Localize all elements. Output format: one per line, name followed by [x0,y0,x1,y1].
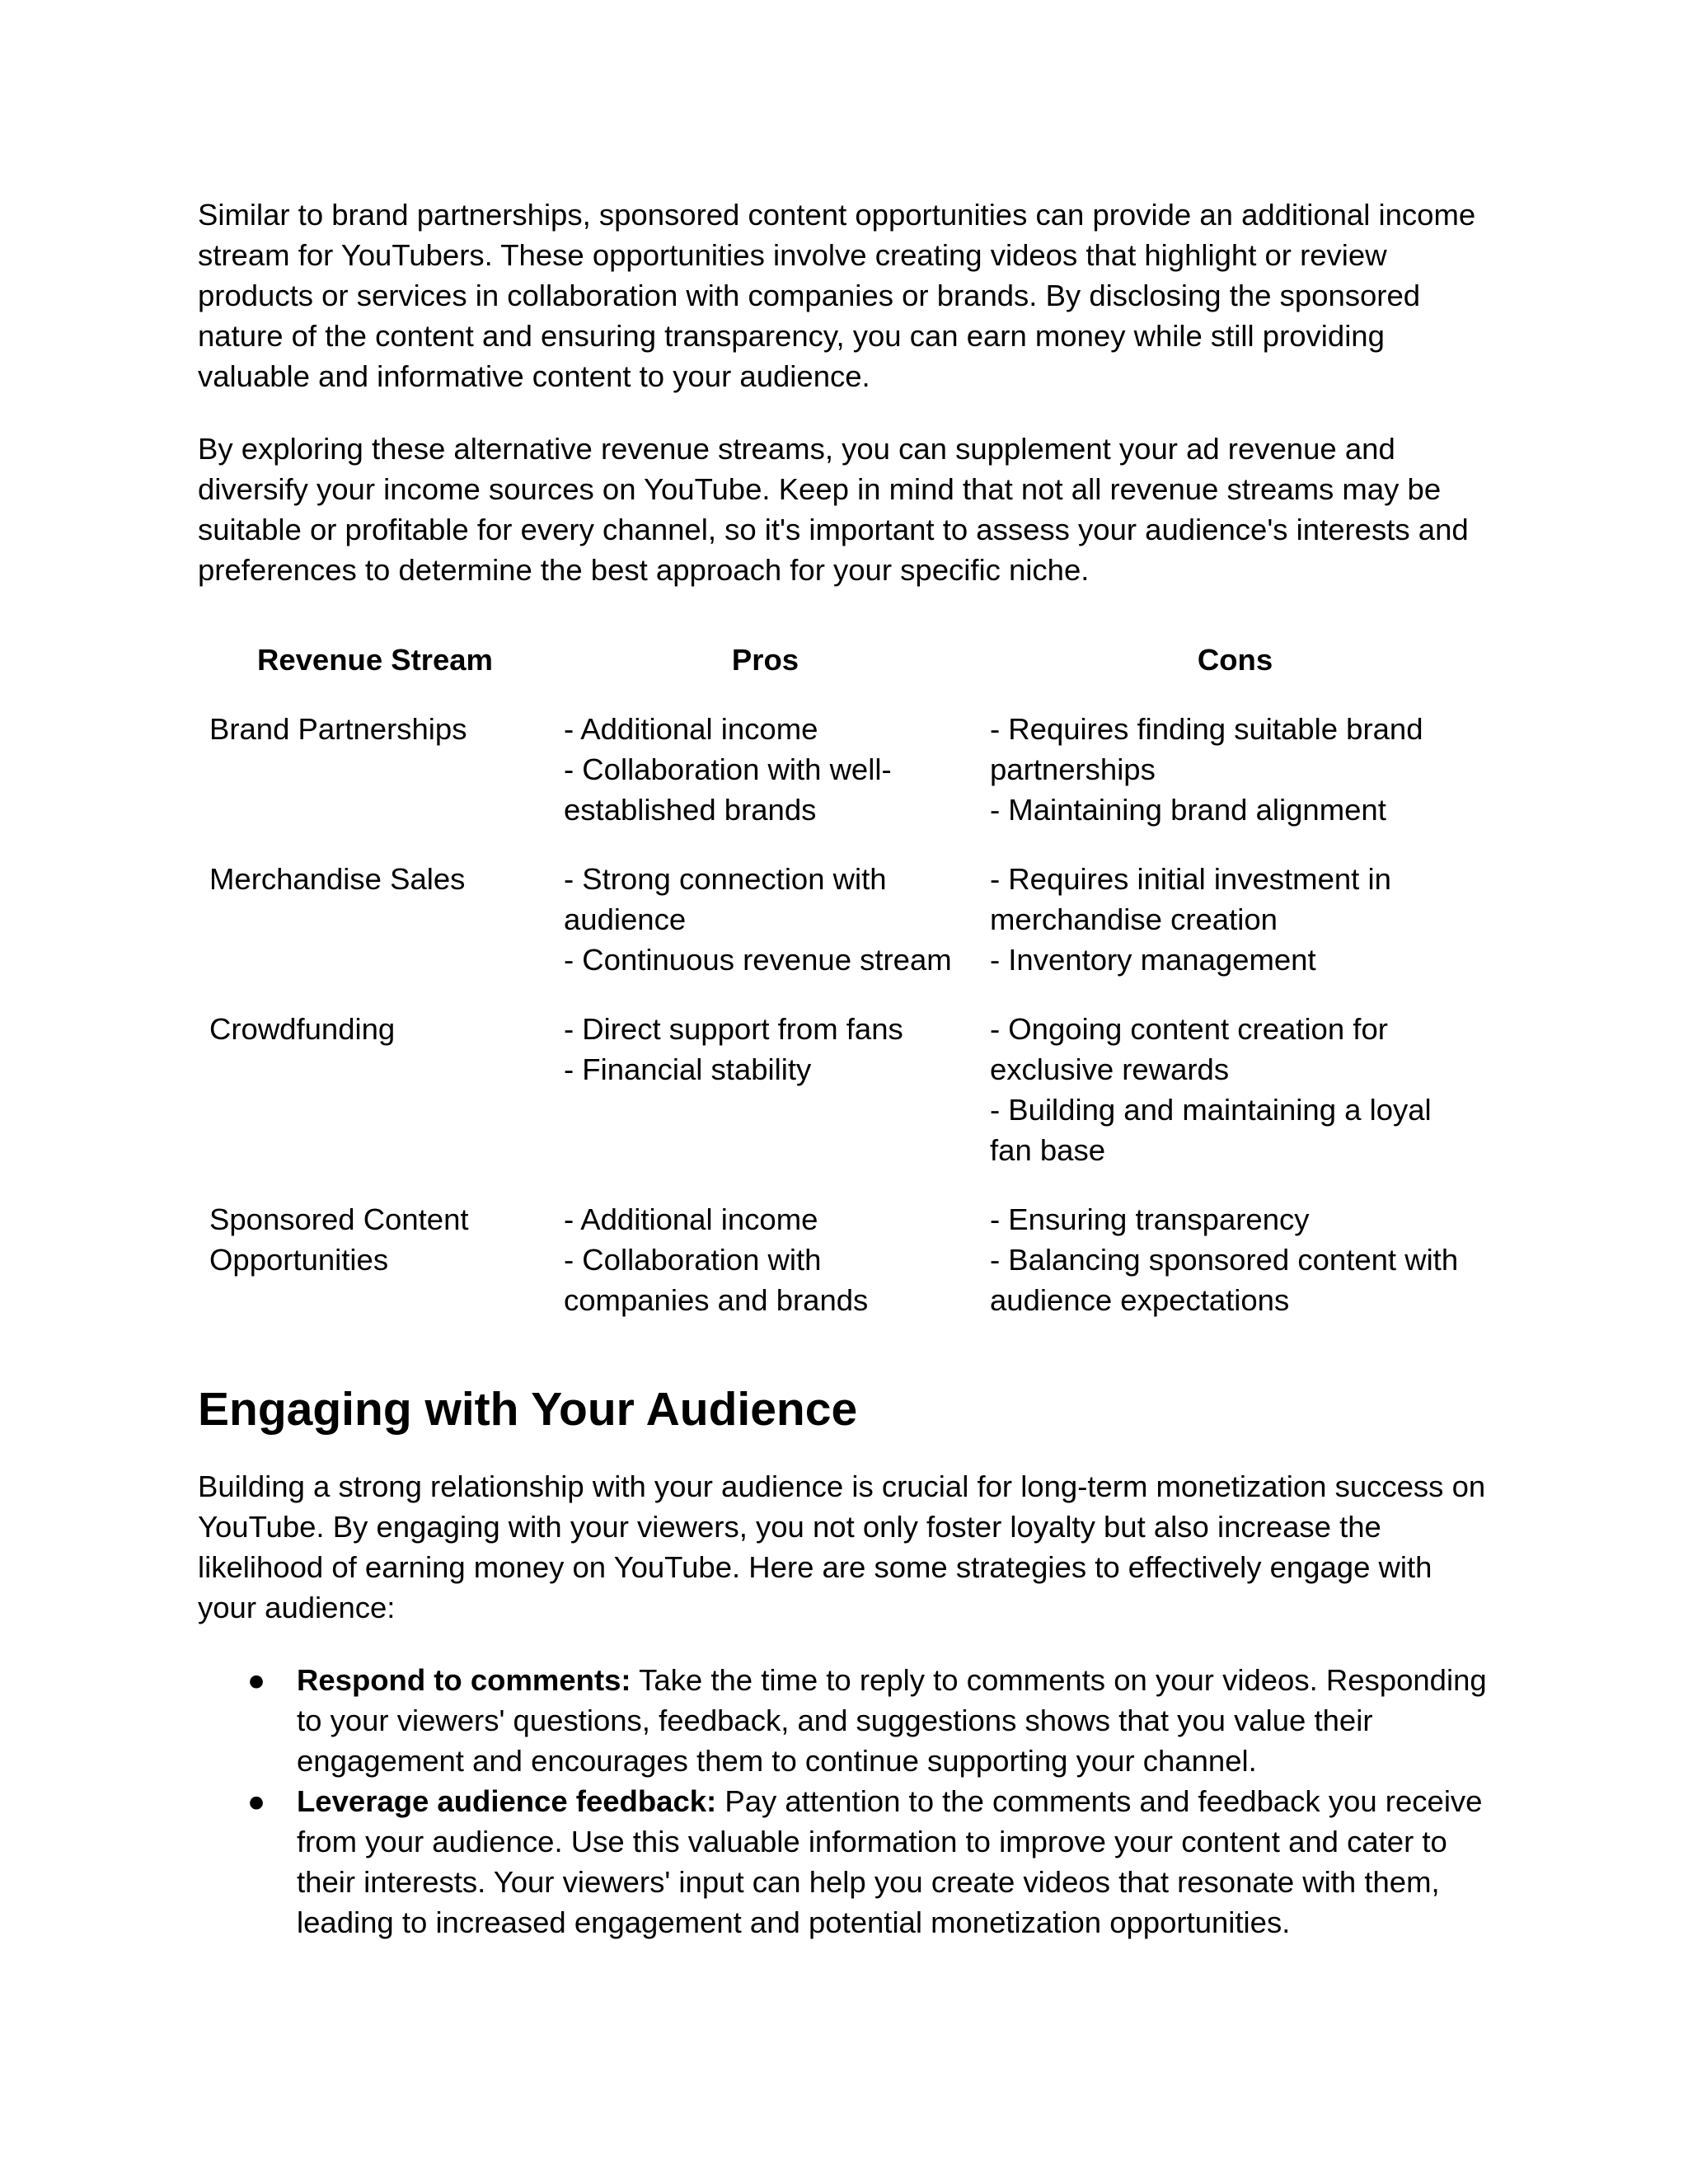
cell-stream: Crowdfunding [209,1012,396,1046]
cell-stream: Merchandise Sales [209,862,466,896]
list-item [198,1660,1492,1781]
section-heading: Engaging with Your Audience [198,1383,858,1436]
cell-stream: Sponsored Content Opportunities [209,1202,469,1277]
list-item-title: Respond to comments: [297,1663,631,1697]
cell-cons [978,859,1492,1009]
pros-item: - Additional income [564,712,818,746]
pros-item: - Continuous revenue stream [564,943,952,977]
list-item [198,1781,1492,1943]
cell-stream: Brand Partnerships [209,712,467,746]
header-revenue-stream: Revenue Stream [256,643,494,677]
pros-item: - Financial stability [564,1052,812,1086]
pros-item: - Additional income [564,1202,818,1236]
list-item-title: Leverage audience feedback: [297,1784,717,1818]
cell-pros [552,859,978,1009]
cell-pros [552,1009,978,1199]
pros-item: - Strong connection with audience [564,862,887,936]
cell-pros [552,1199,978,1349]
list-item-text: Take the time to reply to comments on your videos. Responding to your viewers' questions, feedback, and suggestions shows that you value their engagement and encourages them to continue supporting your channel. [297,1663,1487,1778]
cons-item: - Ensuring transparency [990,1202,1310,1236]
cons-item: - Requires finding suitable brand partnerships [990,712,1423,786]
cons-item: - Building and maintaining a loyal fan base [990,1093,1432,1167]
paragraph-alternative-revenue: By exploring these alternative revenue streams, you can supplement your ad revenue and diversify your income sources on YouTube. Keep in mind that not all revenue streams may be suitable or profitable for every channel, so it's important to assess your audience's interests and preferences to determine the best approach for your specific niche. [198,432,1469,587]
cell-cons [978,1199,1492,1349]
strategy-list [198,1660,1492,1943]
section-intro: Building a strong relationship with your audience is crucial for long-term monetization success on YouTube. By engaging with your viewers, you not only foster loyalty but also increase the likelihood of earning money on YouTube. Here are some strategies to effectively engage with your audience: [198,1469,1486,1624]
pros-item: - Collaboration with well-established brands [564,752,892,827]
bullet-icon: ● [247,1784,266,1818]
paragraph-sponsored-content: Similar to brand partnerships, sponsored content opportunities can provide an additional income stream for YouTubers. These opportunities involve creating videos that highlight or review products or services in collaboration with companies or brands. By disclosing the sponsored nature of the content and ensuring transparency, you can earn money while still providing valuable and informative content to your audience. [198,198,1476,393]
header-cons: Cons [1197,643,1273,677]
cons-item: - Inventory management [990,943,1316,977]
table-row [198,859,1492,1009]
table-row [198,709,1492,859]
bullet-icon: ● [247,1663,266,1697]
table-header-row [198,631,1492,709]
cons-item: - Balancing sponsored content with audience expectations [990,1243,1459,1317]
table-row [198,1199,1492,1349]
revenue-streams-table [198,631,1492,1349]
header-pros: Pros [731,643,799,677]
table-row [198,1009,1492,1199]
cons-item: - Requires initial investment in merchandise creation [990,862,1391,936]
cons-item: - Maintaining brand alignment [990,793,1386,827]
cell-cons [978,709,1492,859]
cell-cons [978,1009,1492,1199]
cons-item: - Ongoing content creation for exclusive rewards [990,1012,1388,1086]
cell-pros [552,709,978,859]
list-item-text: Pay attention to the comments and feedback you receive from your audience. Use this valuable information to improve your content and cater to their interests. Your viewers' input can help you create videos that resonate with them, leading to increased engagement and potential monetization opportunities. [297,1784,1483,1939]
pros-item: - Direct support from fans [564,1012,903,1046]
document-page [198,194,1492,1943]
pros-item: - Collaboration with companies and brands [564,1243,869,1317]
